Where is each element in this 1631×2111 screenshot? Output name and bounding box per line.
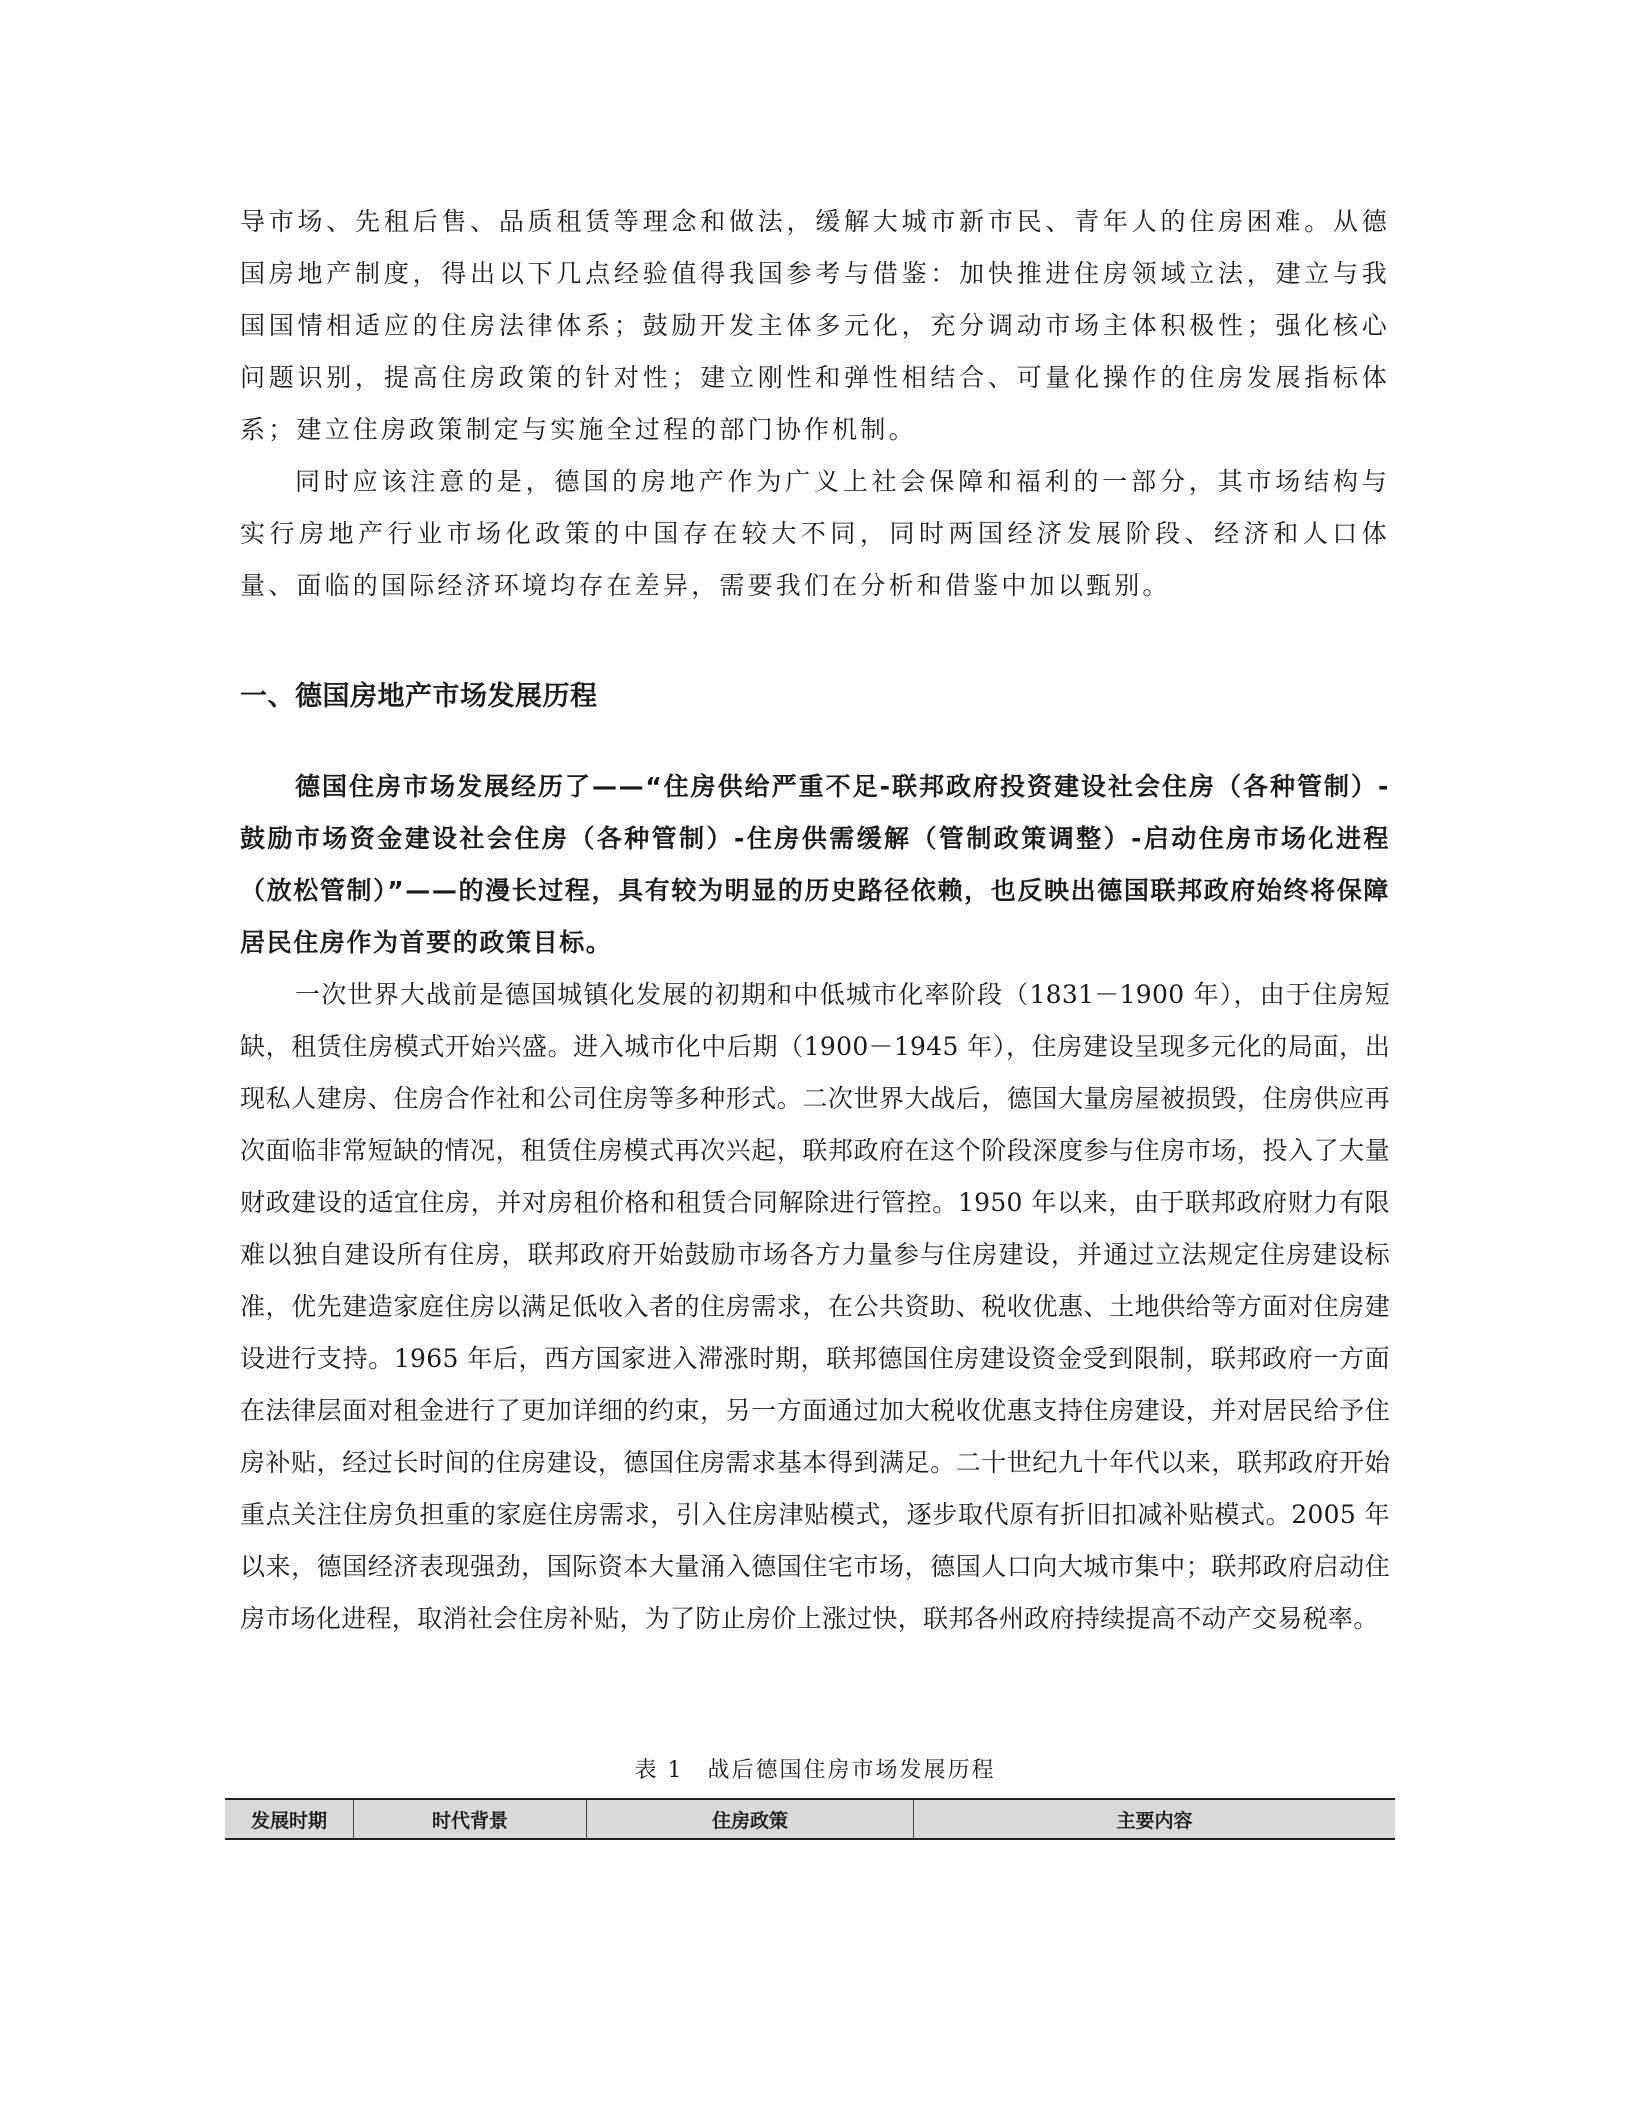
history-block: [240, 969, 1390, 1645]
section-heading: 一、德国房地产市场发展历程: [240, 681, 598, 712]
table-header-row: [225, 1799, 1395, 1839]
col-header-content: 主要内容: [914, 1799, 1396, 1839]
col-header-period: 发展时期: [225, 1799, 354, 1839]
summary-block: [240, 761, 1390, 969]
history-table: [225, 1798, 1395, 1840]
history-paragraph: 一次世界大战前是德国城镇化发展的初期和中低城市化率阶段（1831－1900 年），由于住房短缺，租赁住房模式开始兴盛。进入城市化中后期（1900－1945 年），住房建设呈现多元化的局面，出现私人建房、住房合作社和公司住房等多种形式。二次世界大战后，德国大量房屋被损毁，住房供应再次面临非常短缺的情况，租赁住房模式再次兴起，联邦政府在这个阶段深度参与住房市场，投入了大量财政建设的适宜住房，并对房租价格和租赁合同解除进行管控。1950 年以来，由于联邦政府财力有限难以独自建设所有住房，联邦政府开始鼓励市场各方力量参与住房建设，并通过立法规定住房建设标准，优先建造家庭住房以满足低收入者的住房需求，在公共资助、税收优惠、土地供给等方面对住房建设进行支持。1965 年后，西方国家进入滞涨时期，联邦德国住房建设资金受到限制，联邦政府一方面在法律层面对租金进行了更加详细的约束，另一方面通过加大税收优惠支持住房建设，并对居民给予住房补贴，经过长时间的住房建设，德国住房需求基本得到满足。二十世纪九十年代以来，联邦政府开始重点关注住房负担重的家庭住房需求，引入住房津贴模式，逐步取代原有折旧扣减补贴模式。2005 年以来，德国经济表现强劲，国际资本大量涌入德国住宅市场，德国人口向大城市集中；联邦政府启动住房市场化进程，取消社会住房补贴，为了防止房价上涨过快，联邦各州政府持续提高不动产交易税率。: [240, 980, 1390, 1633]
intro-paragraph-1: 导市场、先租后售、品质租赁等理念和做法，缓解大城市新市民、青年人的住房困难。从德国房地产制度，得出以下几点经验值得我国参考与借鉴：加快推进住房领域立法，建立与我国国情相适应的住房法律体系；鼓励开发主体多元化，充分调动市场主体积极性；强化核心问题识别，提高住房政策的针对性；建立刚性和弹性相结合、可量化操作的住房发展指标体系；建立住房政策制定与实施全过程的部门协作机制。: [240, 207, 1390, 444]
table-caption: 表 1 战后德国住房市场发展历程: [634, 1758, 996, 1783]
bold-summary-paragraph: 德国住房市场发展经历了——“住房供给严重不足-联邦政府投资建设社会住房（各种管制）-鼓励市场资金建设社会住房（各种管制）-住房供需缓解（管制政策调整）-启动住房市场化进程（放松管制）”——的漫长过程，具有较为明显的历史路径依赖，也反映出德国联邦政府始终将保障居民住房作为首要的政策目标。: [240, 772, 1390, 957]
intro-section: [240, 196, 1390, 612]
col-header-policy: 住房政策: [587, 1799, 914, 1839]
intro-paragraph-2: 同时应该注意的是，德国的房地产作为广义上社会保障和福利的一部分，其市场结构与实行房地产行业市场化政策的中国存在较大不同，同时两国经济发展阶段、经济和人口体量、面临的国际经济环境均存在差异，需要我们在分析和借鉴中加以甄别。: [240, 467, 1390, 600]
col-header-background: 时代背景: [354, 1799, 587, 1839]
